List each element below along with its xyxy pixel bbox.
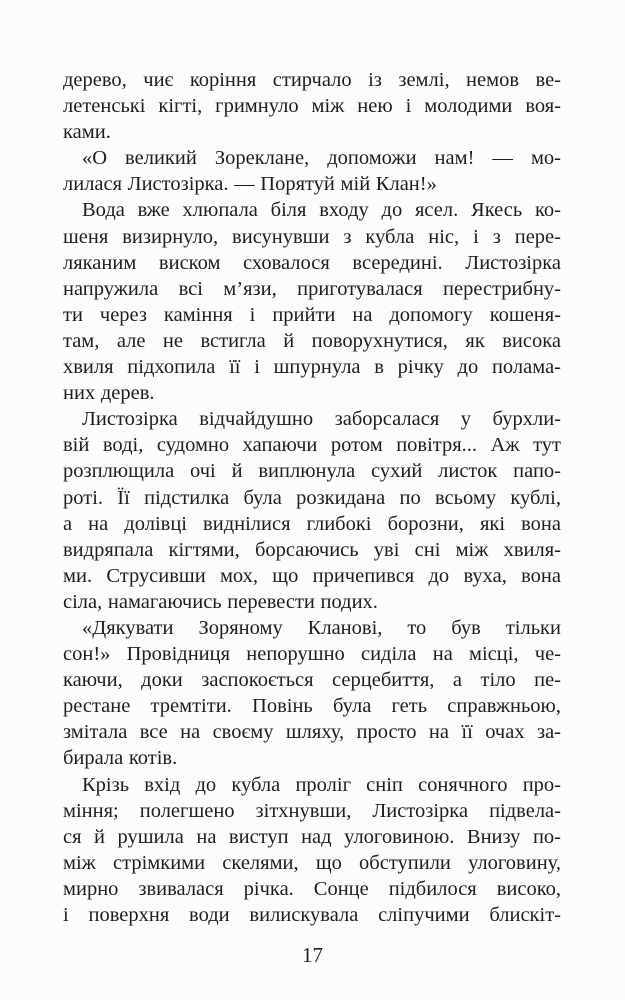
text-line: ляканим виском сховалося всередині. Листозірка: [63, 251, 561, 274]
text-line: вій воді, судомно хапаючи ротом повітря... Аж тут: [63, 434, 561, 457]
text-line: рестане тремтіти. Повінь була геть справжньою,: [63, 695, 561, 718]
text-line: і поверхня води вилискувала сліпучими блискіт-: [63, 904, 561, 926]
text-line: між стрімкими скелями, що обступили улоговину,: [63, 851, 561, 874]
text-line: ти через каміння і прийти на допомогу кошеня-: [63, 303, 561, 326]
text-line: «О великий Зореклане, допоможи нам! — мо-: [82, 147, 561, 170]
text-line: мирно звивалася річка. Сонце підбилося високо,: [63, 877, 561, 900]
text-line: ся й рушила на виступ над улоговиною. Внизу по-: [63, 825, 561, 848]
text-line: сон!» Провідниця непорушно сиділа на місці, че-: [63, 643, 561, 666]
text-line: каючи, доки заспокоється серцебиття, а тіло пе-: [63, 669, 561, 692]
text-line: дерево, чиє коріння стирчало із землі, немов ве-: [63, 69, 561, 91]
text-line: ками.: [63, 121, 111, 144]
text-line: роті. Її підстилка була розкидана по всьому кублі,: [63, 486, 561, 509]
text-line: змітала все на своєму шляху, просто на її очах за-: [63, 721, 561, 744]
text-line: міння; полегшено зітхнувши, Листозірка підвела-: [63, 799, 561, 822]
text-line: хвиля підхопила її і шпурнула в річку до полама-: [63, 356, 561, 379]
text-line: розплющила очі й виплюнула сухий листок папо-: [63, 460, 561, 483]
text-line: сіла, намагаючись перевести подих.: [63, 590, 378, 613]
text-line: лилася Листозірка. — Порятуй мій Клан!»: [63, 173, 437, 196]
text-line: Вода вже хлюпала біля входу до ясел. Якесь ко-: [82, 199, 561, 222]
text-line: бирала котів.: [63, 747, 178, 770]
page-text-block: [63, 67, 561, 928]
text-line: там, але не встигла й поворухнутися, як висока: [63, 329, 561, 352]
text-line: видряпала кігтями, борсаючись уві сні між хвиля-: [63, 538, 561, 561]
text-line: а на долівці виднілися глибокі борозни, які вона: [63, 512, 561, 535]
text-line: ми. Струсивши мох, що причепився до вуха, вона: [63, 564, 561, 587]
text-line: напружила всі м’язи, приготувалася перестрибну-: [63, 277, 561, 300]
text-line: шеня визирнуло, висунувши з кубла ніс, і з пере-: [63, 225, 561, 248]
text-line: них дерев.: [63, 382, 155, 405]
text-line: летенські кігті, гримнуло між нею і молодими воя-: [63, 95, 561, 118]
page-number: 17: [302, 943, 323, 967]
text-line: Листозірка відчайдушно заборсалася у бурхли-: [82, 408, 561, 431]
text-line: «Дякувати Зоряному Кланові, то був тільки: [82, 616, 561, 639]
text-line: Крізь вхід до кубла проліг сніп сонячного про-: [82, 773, 561, 796]
